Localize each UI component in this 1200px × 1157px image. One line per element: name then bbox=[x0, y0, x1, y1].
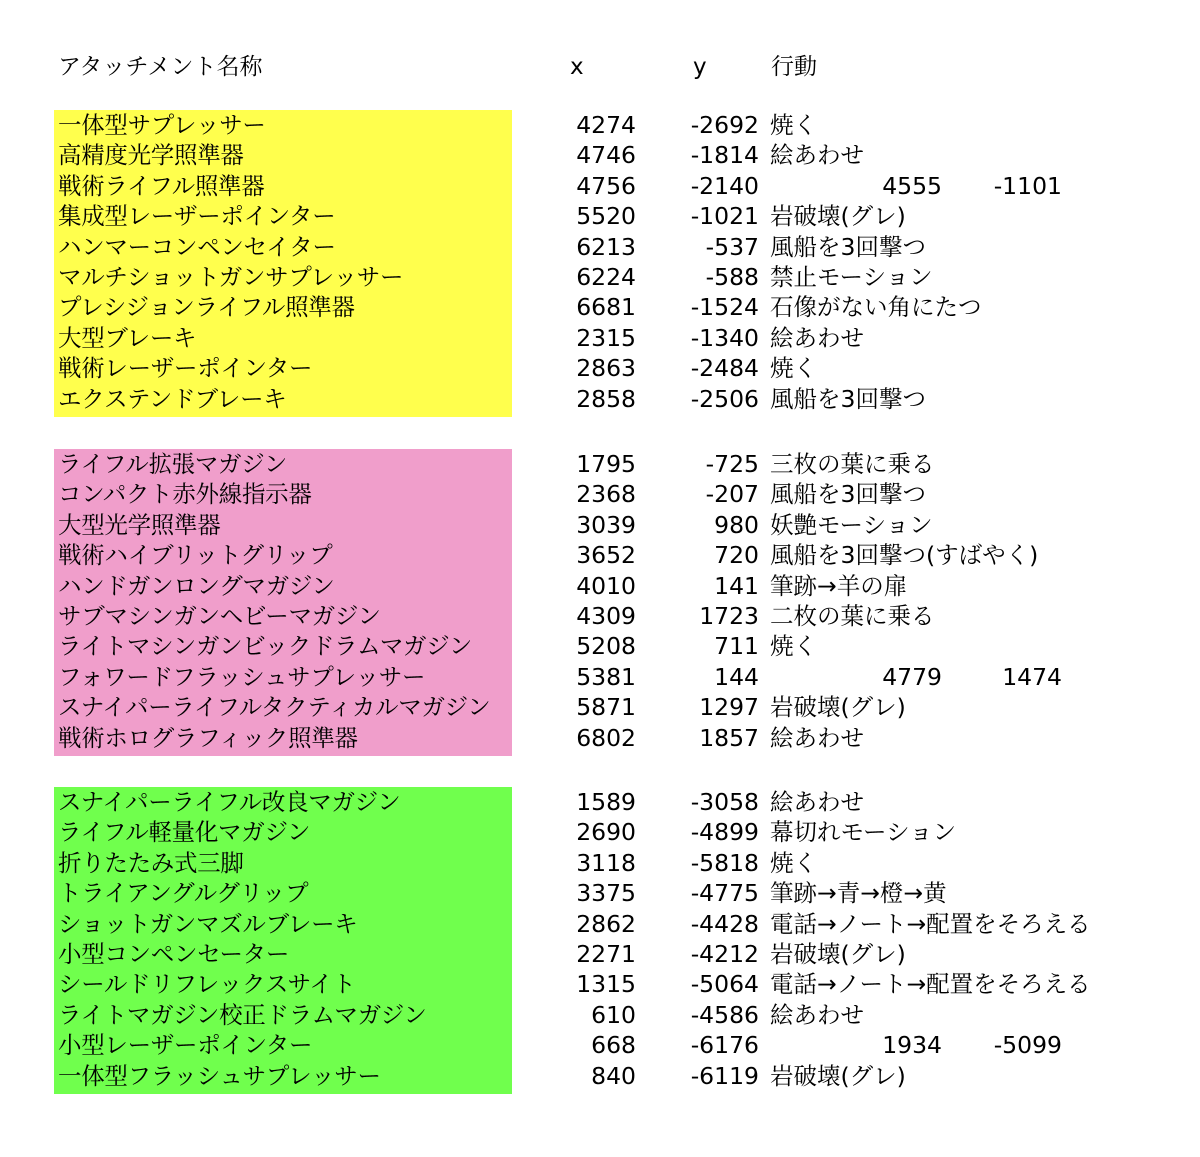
action-text: 筆跡→青→橙→黄 bbox=[770, 879, 947, 907]
table-row bbox=[54, 110, 1200, 141]
extra-x-coordinate: 4779 bbox=[882, 663, 942, 691]
y-coordinate: -207 bbox=[705, 480, 759, 508]
action-text: 焼く bbox=[770, 111, 817, 139]
y-coordinate: -1524 bbox=[690, 293, 759, 321]
extra-y-coordinate: 1474 bbox=[1002, 663, 1062, 691]
y-coordinate: 144 bbox=[714, 663, 759, 691]
y-coordinate: 1723 bbox=[699, 602, 759, 630]
x-coordinate: 2858 bbox=[576, 385, 636, 413]
table-row bbox=[54, 571, 1200, 602]
x-coordinate: 2862 bbox=[576, 910, 636, 938]
table-row bbox=[54, 449, 1200, 480]
x-coordinate: 5871 bbox=[576, 693, 636, 721]
table-row bbox=[54, 909, 1200, 940]
x-coordinate: 4756 bbox=[576, 172, 636, 200]
attachment-name: コンパクト赤外線指示器 bbox=[58, 480, 312, 508]
action-text: 絵あわせ bbox=[770, 724, 864, 752]
x-coordinate: 6681 bbox=[576, 293, 636, 321]
attachment-name: 大型光学照準器 bbox=[58, 511, 221, 539]
action-text: 風船を3回撃つ bbox=[770, 480, 926, 508]
y-coordinate: -5064 bbox=[690, 970, 759, 998]
x-coordinate: 3375 bbox=[576, 879, 636, 907]
table-row bbox=[54, 601, 1200, 632]
y-coordinate: 1297 bbox=[699, 693, 759, 721]
action-text: 三枚の葉に乗る bbox=[770, 450, 935, 478]
attachment-name: スナイパーライフル改良マガジン bbox=[58, 788, 401, 816]
attachment-name: 戦術ライフル照準器 bbox=[58, 172, 265, 200]
action-text: 絵あわせ bbox=[770, 324, 864, 352]
x-coordinate: 4309 bbox=[576, 602, 636, 630]
table-row bbox=[54, 140, 1200, 171]
y-coordinate: -2484 bbox=[690, 354, 759, 382]
action-text: 風船を3回撃つ(すばやく) bbox=[770, 541, 1039, 569]
action-text: 岩破壊(グレ) bbox=[770, 693, 906, 721]
attachment-name: 小型レーザーポインター bbox=[58, 1031, 313, 1059]
y-coordinate: -4586 bbox=[690, 1001, 759, 1029]
y-coordinate: -1340 bbox=[690, 324, 759, 352]
y-coordinate: 141 bbox=[714, 572, 759, 600]
x-coordinate: 6213 bbox=[576, 233, 636, 261]
y-coordinate: -1814 bbox=[690, 141, 759, 169]
attachment-name: ショットガンマズルブレーキ bbox=[58, 910, 358, 938]
y-coordinate: -6176 bbox=[690, 1031, 759, 1059]
x-coordinate: 3118 bbox=[576, 849, 636, 877]
x-coordinate: 840 bbox=[591, 1062, 636, 1090]
table-row bbox=[54, 878, 1200, 909]
table-row bbox=[54, 692, 1200, 723]
attachment-name: 戦術レーザーポインター bbox=[58, 354, 313, 382]
y-coordinate: -725 bbox=[705, 450, 759, 478]
x-coordinate: 6802 bbox=[576, 724, 636, 752]
table-row bbox=[54, 1000, 1200, 1031]
attachment-name: ライフル軽量化マガジン bbox=[58, 818, 311, 846]
attachment-name: 大型ブレーキ bbox=[58, 324, 197, 352]
action-text: 筆跡→羊の扉 bbox=[770, 572, 908, 600]
attachment-name: 一体型フラッシュサプレッサー bbox=[58, 1062, 381, 1090]
action-text: 電話→ノート→配置をそろえる bbox=[770, 910, 1091, 938]
header-y: y bbox=[693, 54, 707, 80]
x-coordinate: 2690 bbox=[576, 818, 636, 846]
header-x: x bbox=[570, 54, 584, 80]
attachment-name: フォワードフラッシュサプレッサー bbox=[58, 663, 426, 691]
y-coordinate: -6119 bbox=[690, 1062, 759, 1090]
extra-x-coordinate: 4555 bbox=[882, 172, 942, 200]
attachment-name: 一体型サプレッサー bbox=[58, 111, 266, 139]
y-coordinate: 720 bbox=[714, 541, 759, 569]
attachment-name: 折りたたみ式三脚 bbox=[58, 849, 244, 877]
action-text: 禁止モーション bbox=[770, 263, 933, 291]
table-row bbox=[54, 540, 1200, 571]
extra-y-coordinate: -5099 bbox=[993, 1031, 1062, 1059]
action-text: 焼く bbox=[770, 632, 817, 660]
x-coordinate: 2315 bbox=[576, 324, 636, 352]
attachment-name: ライトマガジン校正ドラムマガジン bbox=[58, 1001, 427, 1029]
table-row bbox=[54, 171, 1200, 202]
x-coordinate: 5208 bbox=[576, 632, 636, 660]
table-row bbox=[54, 479, 1200, 510]
x-coordinate: 4274 bbox=[576, 111, 636, 139]
x-coordinate: 668 bbox=[591, 1031, 636, 1059]
x-coordinate: 6224 bbox=[576, 263, 636, 291]
y-coordinate: 711 bbox=[714, 632, 759, 660]
action-text: 風船を3回撃つ bbox=[770, 233, 926, 261]
attachment-name: プレシジョンライフル照準器 bbox=[58, 293, 355, 321]
attachment-name: ライフル拡張マガジン bbox=[58, 450, 288, 478]
action-text: 石像がない角にたつ bbox=[770, 293, 982, 321]
x-coordinate: 610 bbox=[591, 1001, 636, 1029]
action-text: 岩破壊(グレ) bbox=[770, 1062, 906, 1090]
table-row bbox=[54, 292, 1200, 323]
header-name: アタッチメント名称 bbox=[58, 54, 263, 80]
table-row bbox=[54, 510, 1200, 541]
attachment-name: サブマシンガンヘビーマガジン bbox=[58, 602, 381, 630]
y-coordinate: -1021 bbox=[690, 202, 759, 230]
attachment-name: スナイパーライフルタクティカルマガジン bbox=[58, 693, 491, 721]
action-text: 岩破壊(グレ) bbox=[770, 940, 906, 968]
x-coordinate: 1315 bbox=[576, 970, 636, 998]
x-coordinate: 1795 bbox=[576, 450, 636, 478]
table-row bbox=[54, 631, 1200, 662]
x-coordinate: 2863 bbox=[576, 354, 636, 382]
table-row bbox=[54, 232, 1200, 263]
attachment-name: 戦術ホログラフィック照準器 bbox=[58, 724, 358, 752]
attachment-name: 戦術ハイブリットグリップ bbox=[58, 541, 333, 569]
table-row bbox=[54, 723, 1200, 754]
x-coordinate: 2368 bbox=[576, 480, 636, 508]
x-coordinate: 5381 bbox=[576, 663, 636, 691]
table-row bbox=[54, 662, 1200, 693]
y-coordinate: -537 bbox=[705, 233, 759, 261]
table-row bbox=[54, 1061, 1200, 1092]
x-coordinate: 4746 bbox=[576, 141, 636, 169]
table-row bbox=[54, 939, 1200, 970]
y-coordinate: -3058 bbox=[690, 788, 759, 816]
attachment-name: 小型コンペンセーター bbox=[58, 940, 290, 968]
x-coordinate: 3652 bbox=[576, 541, 636, 569]
table-row bbox=[54, 353, 1200, 384]
x-coordinate: 4010 bbox=[576, 572, 636, 600]
action-text: 絵あわせ bbox=[770, 141, 864, 169]
y-coordinate: -4212 bbox=[690, 940, 759, 968]
action-text: 焼く bbox=[770, 354, 817, 382]
attachment-name: ライトマシンガンビックドラムマガジン bbox=[58, 632, 473, 660]
y-coordinate: -2506 bbox=[690, 385, 759, 413]
table-row bbox=[54, 201, 1200, 232]
table-row bbox=[54, 969, 1200, 1000]
y-coordinate: -5818 bbox=[690, 849, 759, 877]
action-text: 幕切れモーション bbox=[770, 818, 957, 846]
table-row bbox=[54, 787, 1200, 818]
y-coordinate: -2692 bbox=[690, 111, 759, 139]
extra-y-coordinate: -1101 bbox=[993, 172, 1062, 200]
table-row bbox=[54, 262, 1200, 293]
action-text: 岩破壊(グレ) bbox=[770, 202, 906, 230]
attachment-name: マルチショットガンサプレッサー bbox=[58, 263, 404, 291]
y-coordinate: -4428 bbox=[690, 910, 759, 938]
y-coordinate: -2140 bbox=[690, 172, 759, 200]
extra-x-coordinate: 1934 bbox=[882, 1031, 942, 1059]
x-coordinate: 2271 bbox=[576, 940, 636, 968]
attachment-name: シールドリフレックスサイト bbox=[58, 970, 356, 998]
attachment-name: トライアングルグリップ bbox=[58, 879, 309, 907]
table-row bbox=[54, 384, 1200, 415]
action-text: 焼く bbox=[770, 849, 817, 877]
y-coordinate: 980 bbox=[714, 511, 759, 539]
header-action: 行動 bbox=[771, 54, 817, 80]
y-coordinate: 1857 bbox=[699, 724, 759, 752]
action-text: 二枚の葉に乗る bbox=[770, 602, 935, 630]
table-row bbox=[54, 323, 1200, 354]
table-row bbox=[54, 848, 1200, 879]
action-text: 妖艶モーション bbox=[770, 511, 933, 539]
y-coordinate: -4775 bbox=[690, 879, 759, 907]
action-text: 風船を3回撃つ bbox=[770, 385, 926, 413]
table-row bbox=[54, 817, 1200, 848]
action-text: 絵あわせ bbox=[770, 1001, 864, 1029]
action-text: 電話→ノート→配置をそろえる bbox=[770, 970, 1091, 998]
y-coordinate: -588 bbox=[705, 263, 759, 291]
attachment-name: 高精度光学照準器 bbox=[58, 141, 244, 169]
action-text: 絵あわせ bbox=[770, 788, 864, 816]
attachment-name: ハンドガンロングマガジン bbox=[58, 572, 335, 600]
x-coordinate: 1589 bbox=[576, 788, 636, 816]
y-coordinate: -4899 bbox=[690, 818, 759, 846]
attachment-name: ハンマーコンペンセイター bbox=[58, 233, 336, 261]
attachment-name: エクステンドブレーキ bbox=[58, 385, 287, 413]
attachment-name: 集成型レーザーポインター bbox=[58, 202, 336, 230]
table-row bbox=[54, 1030, 1200, 1061]
x-coordinate: 3039 bbox=[576, 511, 636, 539]
x-coordinate: 5520 bbox=[576, 202, 636, 230]
